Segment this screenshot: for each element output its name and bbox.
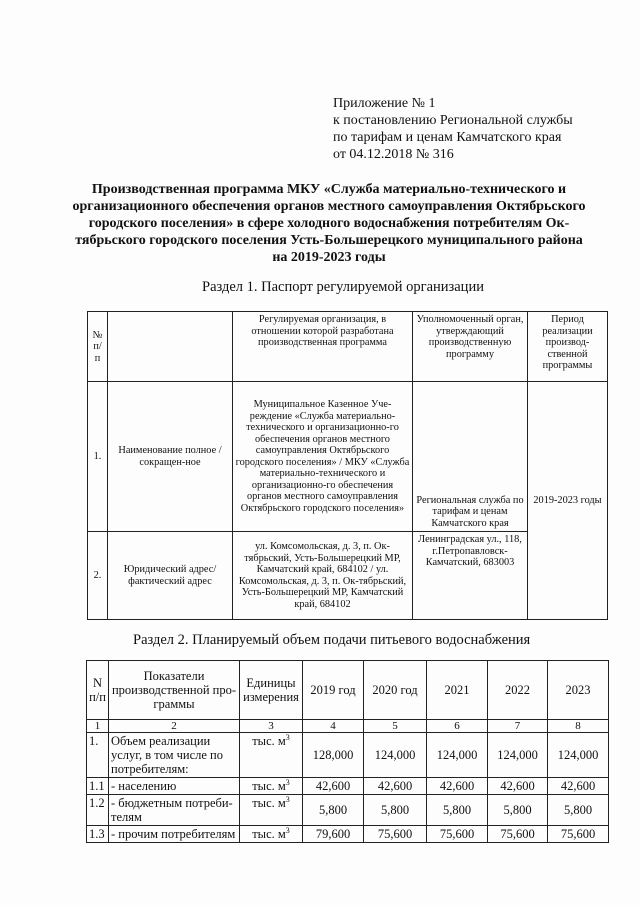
header-authority: Уполномоченный орган, утверждающий производственную программу	[413, 312, 528, 382]
authority-name: Региональная служба по тарифам и ценам Камчатского края	[413, 382, 528, 532]
row-num: 2.	[88, 532, 108, 620]
header-year: 2023	[548, 661, 609, 720]
row-name: Наименование полное / сокращен-ное	[108, 382, 233, 532]
title-line: на 2019-2023 годы	[272, 250, 386, 265]
table-row	[87, 826, 609, 843]
row-value: 5,800	[488, 795, 548, 826]
row-num: 1.3	[87, 826, 109, 843]
row-num: 1.	[88, 382, 108, 532]
title-line: Производственная программа МКУ «Служба материально-технического и	[91, 182, 567, 197]
row-indicator: - населению	[109, 778, 240, 795]
approval-line: Приложение № 1	[333, 96, 436, 111]
title-line: городского поселения» в сфере холодного водоснабжения потребителям Ок-	[88, 216, 570, 231]
row-value: 42,600	[488, 778, 548, 795]
row-name: Юридический адрес/фактический адрес	[108, 532, 233, 620]
column-index: 3	[240, 720, 303, 733]
header-year: 2020 год	[364, 661, 427, 720]
table-row	[88, 382, 608, 532]
row-value: 124,000	[548, 733, 609, 778]
column-index: 7	[488, 720, 548, 733]
header-indicator: Показатели производственной про-граммы	[109, 661, 240, 720]
row-value: 42,600	[303, 778, 364, 795]
approval-line: по тарифам и ценам Камчатского края	[333, 130, 562, 145]
row-value: 5,800	[548, 795, 609, 826]
header-year: 2022	[488, 661, 548, 720]
row-value: 124,000	[364, 733, 427, 778]
approval-line: от 04.12.2018 № 316	[333, 147, 454, 162]
header-year: 2021	[427, 661, 488, 720]
column-index-row	[87, 720, 609, 733]
authority-address: Ленинградская ул., 118, г.Петропавловск-Камчатский, 683003	[413, 532, 528, 620]
row-org: ул. Комсомольская, д. 3, п. Ок-тябрьский, Усть-Большерецкий МР, Камчатский край, 684102 / ул. Комсомольская, д. 3, п. Ок-тябрьский, Усть-Большерецкий МР, Камчатский край, 684102	[233, 532, 413, 620]
header-period: Период реализации производ-ственной программы	[528, 312, 608, 382]
row-value: 75,600	[548, 826, 609, 843]
header-name	[108, 312, 233, 382]
table-row	[87, 778, 609, 795]
water-supply-volume-table	[86, 660, 609, 843]
table-header-row	[88, 312, 608, 382]
title-line: тябрьского городского поселения Усть-Большерецкого муниципального района	[75, 233, 583, 248]
table-row	[87, 795, 609, 826]
column-index: 1	[87, 720, 109, 733]
row-value: 5,800	[427, 795, 488, 826]
section1-title: Раздел 1. Паспорт регулируемой организации	[202, 279, 484, 295]
row-value: 124,000	[488, 733, 548, 778]
row-value: 79,600	[303, 826, 364, 843]
title-line: организационного обеспечения органов местного самоуправления Октябрьского	[72, 199, 586, 214]
column-index: 2	[109, 720, 240, 733]
header-org: Регулируемая организация, в отношении которой разработана производственная программа	[233, 312, 413, 382]
row-value: 75,600	[364, 826, 427, 843]
period-value: 2019-2023 годы	[528, 382, 608, 620]
row-value: 75,600	[427, 826, 488, 843]
header-year: 2019 год	[303, 661, 364, 720]
header-num: № п/ п	[88, 312, 108, 382]
row-value: 42,600	[548, 778, 609, 795]
column-index: 5	[364, 720, 427, 733]
row-value: 128,000	[303, 733, 364, 778]
row-indicator: Объем реализации услуг, в том числе по потребителям:	[109, 733, 240, 778]
approval-block	[333, 95, 623, 163]
column-index: 4	[303, 720, 364, 733]
table-header-row	[87, 661, 609, 720]
row-indicator: - прочим потребителям	[109, 826, 240, 843]
row-value: 5,800	[303, 795, 364, 826]
row-num: 1.1	[87, 778, 109, 795]
row-value: 75,600	[488, 826, 548, 843]
organization-passport-table	[87, 311, 608, 620]
section2-title: Раздел 2. Планируемый объем подачи питьевого водоснабжения	[133, 632, 531, 648]
row-unit: тыс. $м^3$	[240, 826, 303, 843]
row-value: 124,000	[427, 733, 488, 778]
table-row	[87, 733, 609, 778]
row-value: 42,600	[364, 778, 427, 795]
row-num: 1.2	[87, 795, 109, 826]
approval-line: к постановлению Региональной службы	[333, 113, 573, 128]
header-unit: Единицы измерения	[240, 661, 303, 720]
row-unit: тыс. $м^3$	[240, 795, 303, 826]
header-num: N п/п	[87, 661, 109, 720]
column-index: 6	[427, 720, 488, 733]
row-value: 42,600	[427, 778, 488, 795]
row-num: 1.	[87, 733, 109, 778]
row-org: Муниципальное Казенное Уче-реждение «Служба материально-технического и организационно-го обеспечения органов местного самоуправления Октябрьского городского поселения» / МКУ «Служба материально-технического и организационно-го обеспечения органов местного самоуправления Октябрьского городского поселения»	[233, 382, 413, 532]
row-unit: тыс. $м^3$	[240, 778, 303, 795]
column-index: 8	[548, 720, 609, 733]
row-unit: тыс. $м^3$	[240, 733, 303, 778]
row-value: 5,800	[364, 795, 427, 826]
row-indicator: - бюджетным потреби-телям	[109, 795, 240, 826]
document-title	[40, 181, 618, 266]
